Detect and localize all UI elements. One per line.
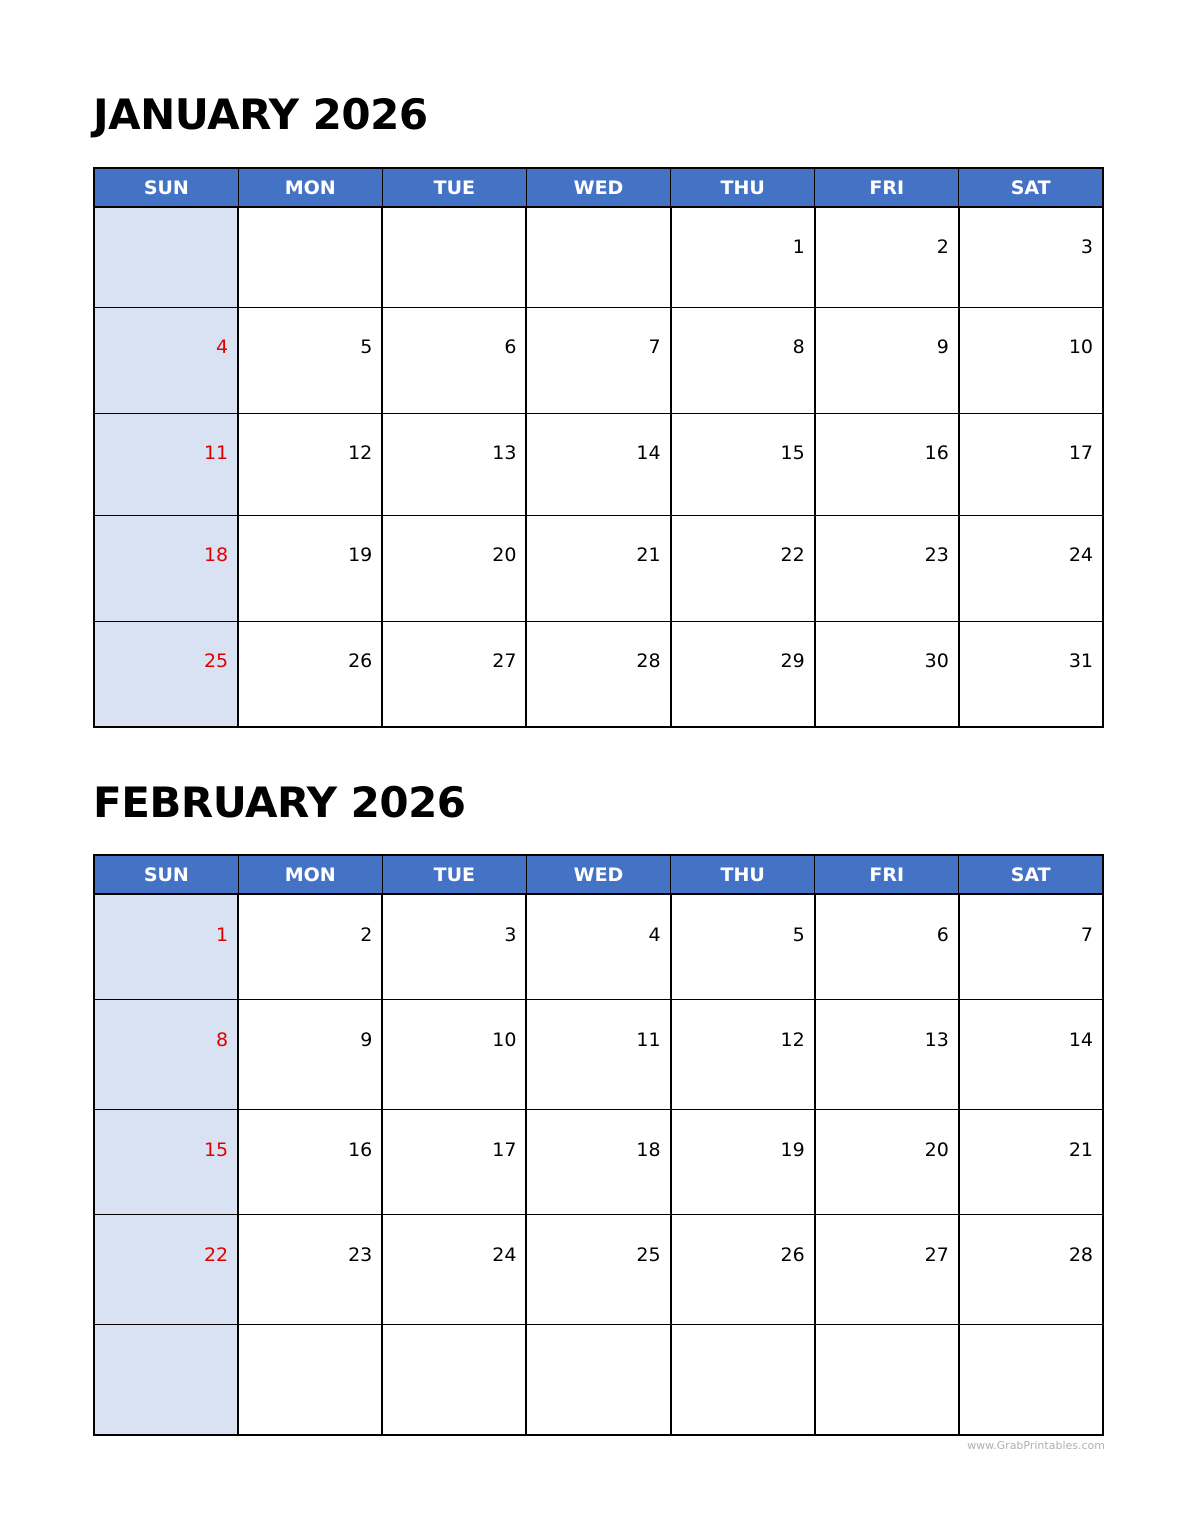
day-cell[interactable] [671,515,815,621]
day-number: 21 [636,543,661,566]
weekday-header-tue: TUE [382,168,526,207]
day-cell[interactable] [671,894,815,999]
day-number: 23 [348,1243,373,1266]
day-cell[interactable] [94,307,238,413]
day-cell[interactable] [671,1214,815,1324]
weekday-header-sat: SAT [959,855,1103,894]
day-cell[interactable] [238,1214,382,1324]
day-number: 12 [780,1028,805,1051]
day-cell[interactable] [94,999,238,1109]
day-cell[interactable] [94,621,238,727]
calendar-grid-january [93,167,1104,728]
day-cell[interactable] [382,894,526,999]
day-cell[interactable] [238,1109,382,1214]
day-number: 27 [924,1243,949,1266]
day-cell[interactable] [526,307,670,413]
day-number: 3 [504,924,517,946]
day-cell[interactable] [959,999,1103,1109]
week-row [94,999,1103,1109]
day-number: 5 [792,924,805,946]
day-cell[interactable] [94,1109,238,1214]
day-number: 11 [636,1028,661,1051]
day-cell[interactable] [959,515,1103,621]
week-row [94,515,1103,621]
day-number: 19 [780,1138,805,1161]
day-number: 16 [924,441,949,464]
day-cell[interactable] [94,413,238,515]
day-number: 18 [636,1138,661,1161]
day-cell[interactable] [526,1109,670,1214]
week-row [94,413,1103,515]
day-cell[interactable] [815,894,959,999]
day-cell[interactable] [238,515,382,621]
day-cell[interactable] [671,999,815,1109]
week-row [94,1109,1103,1214]
weekday-header-wed: WED [526,168,670,207]
day-cell[interactable] [671,207,815,307]
day-number: 14 [636,441,661,464]
month-title-january: JANUARY 2026 [93,90,428,139]
day-number: 2 [936,236,949,258]
day-number: 30 [924,649,949,672]
day-number: 16 [348,1138,373,1161]
day-number: 1 [792,236,805,258]
day-cell[interactable] [238,307,382,413]
day-number: 6 [936,924,949,946]
weekday-header-fri: FRI [815,855,959,894]
month-title-february: FEBRUARY 2026 [93,778,466,827]
day-cell[interactable] [671,1109,815,1214]
day-cell[interactable] [671,621,815,727]
day-cell[interactable] [382,413,526,515]
day-cell[interactable] [238,1324,382,1435]
day-number: 29 [780,649,805,672]
day-number: 10 [492,1028,517,1051]
day-cell[interactable] [671,1324,815,1435]
day-cell[interactable] [382,999,526,1109]
weekday-header-row [94,168,1103,207]
day-cell[interactable] [959,621,1103,727]
day-cell[interactable] [959,1214,1103,1324]
day-cell[interactable] [94,894,238,999]
sunday-day-number: 22 [203,1243,229,1266]
day-cell[interactable] [238,894,382,999]
day-cell[interactable] [526,894,670,999]
day-number: 21 [1068,1138,1093,1161]
day-number: 5 [360,335,373,358]
day-cell[interactable] [382,207,526,307]
day-number: 20 [924,1138,949,1161]
sunday-day-number: 4 [216,335,229,358]
week-row [94,1214,1103,1324]
weekday-header-thu: THU [671,168,815,207]
day-cell[interactable] [94,1214,238,1324]
day-cell[interactable] [238,207,382,307]
day-number: 9 [936,335,949,358]
weekday-header-row [94,855,1103,894]
day-cell[interactable] [671,307,815,413]
day-number: 13 [492,441,517,464]
watermark-text: www.GrabPrintables.com [967,1439,1105,1452]
weekday-header-fri: FRI [815,168,959,207]
day-number: 28 [1068,1243,1093,1266]
sunday-day-number: 25 [203,649,229,672]
day-cell[interactable] [959,207,1103,307]
day-cell[interactable] [815,1214,959,1324]
sunday-day-number: 8 [216,1028,229,1051]
weekday-header-mon: MON [238,168,382,207]
day-cell[interactable] [959,307,1103,413]
day-cell[interactable] [238,999,382,1109]
day-cell[interactable] [815,1324,959,1435]
day-cell[interactable] [815,1109,959,1214]
day-number: 7 [1080,924,1093,946]
day-number: 6 [504,335,517,358]
day-number: 12 [348,441,373,464]
day-cell[interactable] [526,207,670,307]
day-cell[interactable] [238,413,382,515]
day-number: 7 [648,335,661,358]
day-number: 15 [780,441,805,464]
day-number: 24 [1068,543,1093,566]
week-row [94,207,1103,307]
day-cell[interactable] [94,207,238,307]
day-cell[interactable] [382,1214,526,1324]
day-number: 25 [636,1243,661,1266]
day-number: 27 [492,649,517,672]
weekday-header-mon: MON [238,855,382,894]
day-number: 23 [924,543,949,566]
day-cell[interactable] [959,1324,1103,1435]
day-number: 9 [360,1028,373,1051]
day-cell[interactable] [382,621,526,727]
sunday-day-number: 11 [203,441,229,464]
day-cell[interactable] [959,1109,1103,1214]
day-number: 17 [1068,441,1093,464]
day-cell[interactable] [815,999,959,1109]
weekday-header-thu: THU [671,855,815,894]
day-cell[interactable] [94,515,238,621]
weekday-header-sun: SUN [94,855,238,894]
day-number: 4 [648,924,661,946]
day-number: 8 [792,335,805,358]
day-cell[interactable] [382,1109,526,1214]
weekday-header-wed: WED [526,855,670,894]
day-cell[interactable] [526,413,670,515]
day-cell[interactable] [526,515,670,621]
sunday-day-number: 18 [203,543,229,566]
day-number: 20 [492,543,517,566]
day-cell[interactable] [815,621,959,727]
day-number: 28 [636,649,661,672]
day-cell[interactable] [815,307,959,413]
day-number: 10 [1068,335,1093,358]
day-number: 19 [348,543,373,566]
day-cell[interactable] [526,1324,670,1435]
day-cell[interactable] [815,413,959,515]
week-row [94,1324,1103,1435]
day-number: 13 [924,1028,949,1051]
day-cell[interactable] [526,621,670,727]
sunday-day-number: 15 [203,1138,229,1161]
calendar-grid-february [93,854,1104,1436]
day-number: 3 [1080,236,1093,258]
day-cell[interactable] [959,894,1103,999]
day-cell[interactable] [382,515,526,621]
day-cell[interactable] [382,1324,526,1435]
weekday-header-sat: SAT [959,168,1103,207]
day-number: 2 [360,924,373,946]
day-cell[interactable] [815,515,959,621]
week-row [94,307,1103,413]
weekday-header-tue: TUE [382,855,526,894]
day-cell[interactable] [94,1324,238,1435]
day-number: 22 [780,543,805,566]
day-number: 14 [1068,1028,1093,1051]
week-row [94,894,1103,999]
day-number: 26 [348,649,373,672]
day-number: 24 [492,1243,517,1266]
day-cell[interactable] [526,999,670,1109]
week-row [94,621,1103,727]
day-cell[interactable] [382,307,526,413]
day-number: 31 [1068,649,1093,672]
day-cell[interactable] [238,621,382,727]
day-number: 17 [492,1138,517,1161]
weekday-header-sun: SUN [94,168,238,207]
day-cell[interactable] [959,413,1103,515]
day-cell[interactable] [815,207,959,307]
day-number: 26 [780,1243,805,1266]
sunday-day-number: 1 [216,924,229,946]
day-cell[interactable] [671,413,815,515]
day-cell[interactable] [526,1214,670,1324]
